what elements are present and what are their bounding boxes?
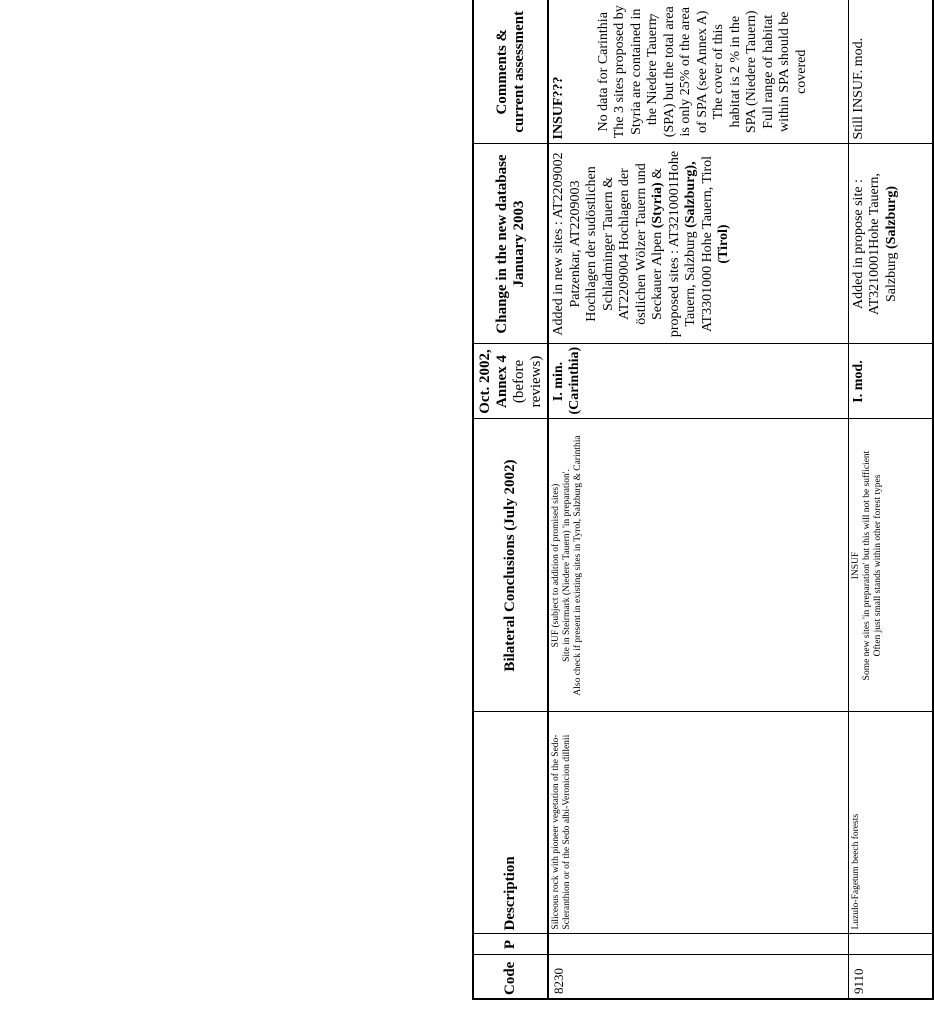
row-bilateral-line1: SUF (subject to addition of promised sites)	[551, 483, 561, 648]
header-change-line1: Change in the new database	[493, 154, 510, 334]
row-description: Siliceous rock with pioneer vegetation of the Sedo-Scleranthion or of the Sedo albi-Veronicion dillenii	[548, 712, 848, 934]
table-row	[848, 0, 933, 999]
row-annex	[548, 344, 848, 419]
row-change-region-salzburg: (Salzburg)	[883, 186, 899, 249]
table-row	[548, 0, 848, 999]
header-code: Code	[473, 955, 548, 999]
header-change	[473, 144, 548, 344]
row-change	[548, 144, 848, 344]
row-p	[848, 934, 933, 955]
header-change-line2: January 2003	[510, 200, 527, 288]
row-comment	[848, 0, 933, 144]
row-change-text-c: & proposed sites : AT3210001Hohe Tauern, Salzburg	[650, 150, 698, 338]
row-code: 9110	[848, 955, 933, 999]
header-annex-line2: Annex 4	[493, 355, 510, 408]
row-comment	[548, 0, 848, 144]
row-comment-body: Still INSUF. mod.	[850, 37, 866, 140]
row-bilateral-line2: Some new sites 'in preparation' but this will not be sufficient	[861, 450, 872, 681]
header-comments-line1: Comments &	[493, 29, 510, 115]
row-p	[548, 934, 848, 955]
row-change-text-e: AT3301000 Hohe Tauern, Tirol	[699, 155, 715, 333]
row-change-region-salzburg: (Salzburg),	[683, 161, 698, 228]
row-annex-line2: (Carinthia)	[567, 346, 582, 415]
row-change-text-a: Added in new sites : AT2209002 Patzenkar, AT2209003 Hochlagen der sudöstlichen Schladminger Tauern & AT2209004 Hochlagen der östlichen Wölzer Tauern und Seckauer Alpen	[551, 152, 665, 336]
row-change-text-a: Added in propose site : AT3210001Hohe Tauern, Salzburg	[850, 173, 899, 315]
row-annex	[848, 344, 933, 419]
header-bilateral-conclusions: Bilateral Conclusions (July 2002)	[473, 419, 548, 712]
row-annex-line1: I. mod.	[850, 360, 866, 403]
header-row	[473, 0, 548, 999]
row-bilateral	[848, 419, 933, 712]
habitat-assessment-table	[472, 0, 934, 1000]
header-comments	[473, 0, 548, 144]
row-bilateral	[548, 419, 848, 712]
header-annex-line1: Oct. 2002,	[476, 349, 493, 414]
row-bilateral-line3: Also check if present in existing sites in Tyrol, Salzburg & Carinthia	[573, 435, 583, 696]
row-bilateral-line3: Often just small stands within other forest types	[872, 474, 883, 657]
page-number: 7	[647, 13, 662, 20]
row-change	[848, 144, 933, 344]
header-description: Description	[473, 712, 548, 934]
header-p: P	[473, 934, 548, 955]
header-annex	[473, 344, 548, 419]
row-comment-body: No data for Carinthia The 3 sites proposed by Styria are contained in the Niedere Tauern (SPA) but the total area is only 25% of the area of SPA (see Annex A) The cover of this habitat is 2 % in the SPA (Niedere Tauern) Full range of habitat within SPA should be covered	[595, 5, 809, 139]
row-annex-line1: I. min.	[551, 361, 566, 402]
row-bilateral-line2: Site in Steirmark (Niedere Tauern) 'in preparation'.	[562, 469, 572, 662]
header-annex-line3: (before reviews)	[510, 355, 544, 408]
habitat-assessment-table-wrapper	[472, 0, 932, 1000]
row-bilateral-line1: INSUF	[850, 551, 861, 580]
row-change-region-tirol: (Tirol)	[716, 224, 731, 264]
header-comments-line2: current assessment	[510, 10, 527, 133]
row-change-region-styria: (Styria)	[650, 182, 665, 229]
row-comment-title: INSUF???	[551, 76, 566, 140]
row-description: Luzulo-Fagetum beech forests	[848, 712, 933, 934]
row-code: 8230	[548, 955, 848, 999]
